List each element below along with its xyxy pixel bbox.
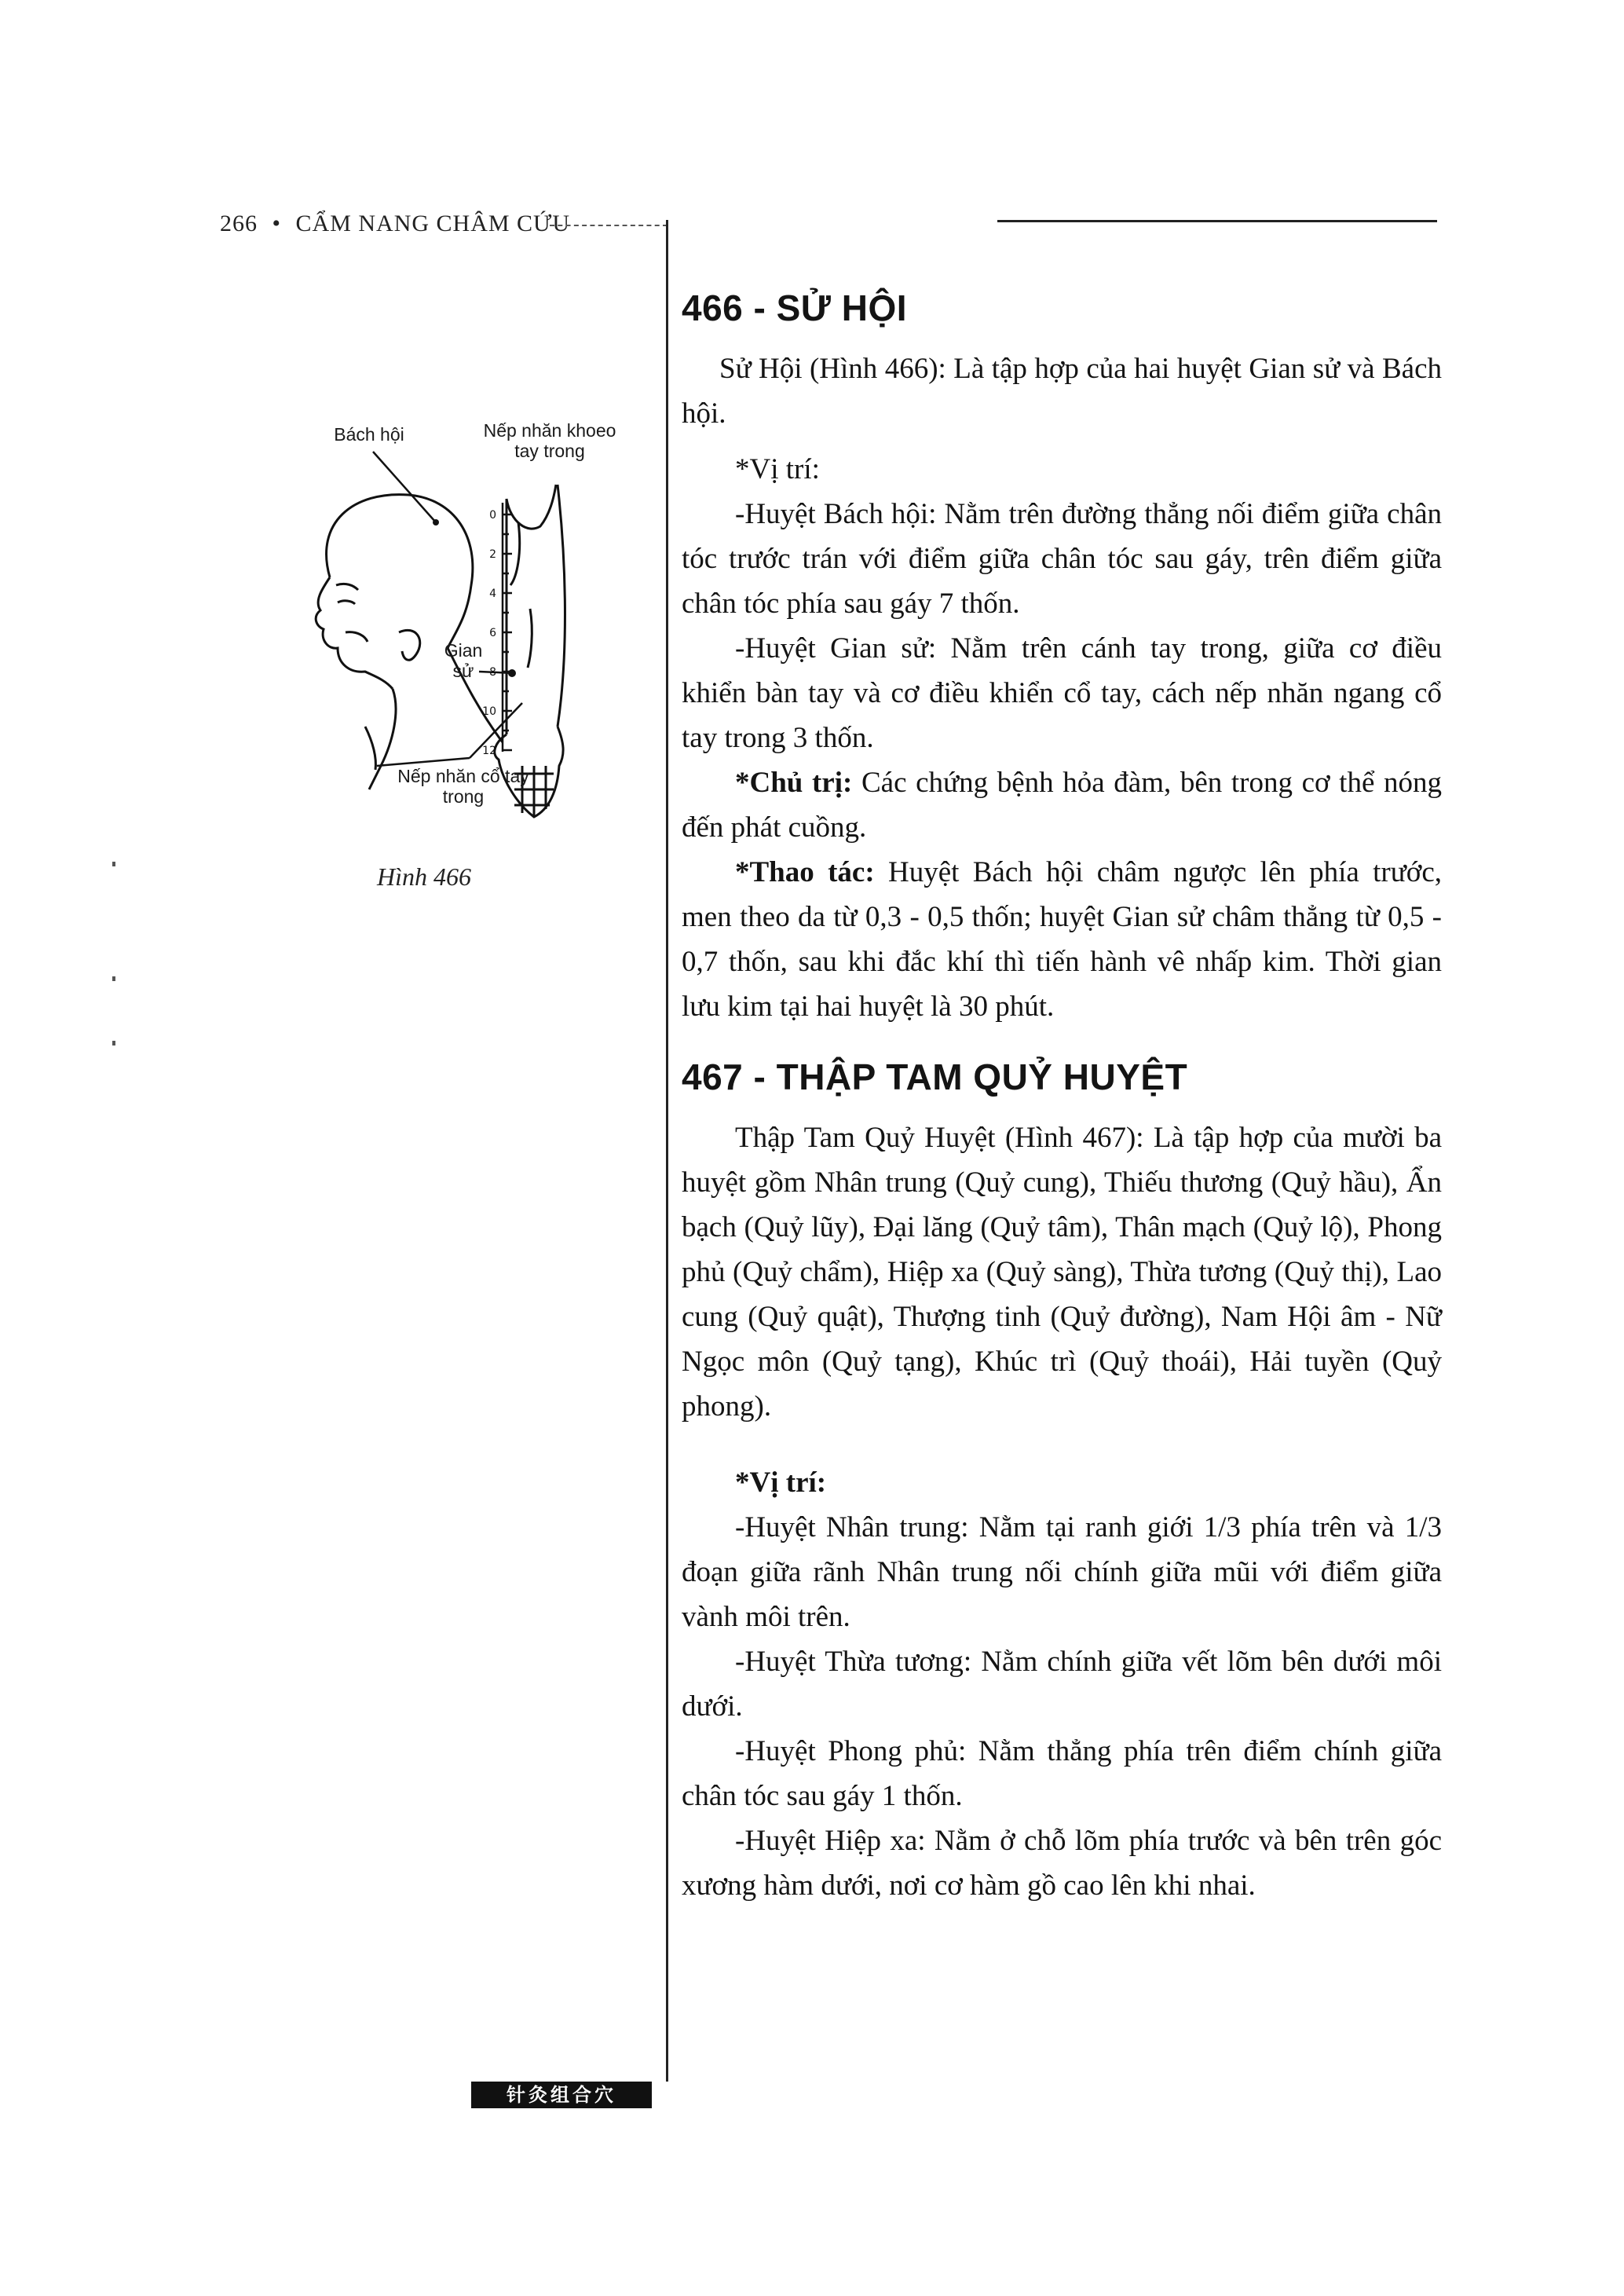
text-column bbox=[682, 287, 1442, 1908]
thao-tac-466 bbox=[682, 850, 1442, 1029]
running-title: CẨM NANG CHÂM CỨU bbox=[295, 211, 570, 236]
footer-stamp: 针灸组合穴 bbox=[471, 2082, 652, 2108]
column-divider bbox=[666, 220, 668, 2082]
tick-4: 4 bbox=[489, 588, 496, 600]
header-rule-right bbox=[997, 220, 1437, 222]
tick-12: 12 bbox=[482, 745, 496, 757]
scan-speck bbox=[112, 976, 115, 981]
vi-tri-467-phong-phu: -Huyệt Phong phủ: Nằm thẳng phía trên điểm chính giữa chân tóc sau gáy 1 thốn. bbox=[682, 1735, 1442, 1812]
figure-caption: Hình 466 bbox=[377, 862, 471, 891]
tick-2: 2 bbox=[489, 548, 496, 561]
bach-hoi-point bbox=[433, 519, 439, 525]
header-rule-left bbox=[550, 225, 668, 226]
page-number: 266 bbox=[220, 211, 258, 236]
tick-8: 8 bbox=[489, 666, 496, 679]
intro-467: Thập Tam Quỷ Huyệt (Hình 467): Là tập hợp của mười ba huyệt gồm Nhân trung (Quỷ cung), Thiếu thương (Quỷ hầu), Ẩn bạch (Quỷ lũy), Đại lăng (Quỷ tâm), Thân mạch (Quỷ lộ), Phong phủ (Quỷ chẩm), Hiệp xa (Quỷ sàng), Thừa tương (Quỷ thị), Lao cung (Quỷ quật), Thượng tinh (Quỷ đường), Nam Hội âm - Nữ Ngọc môn (Quỷ tạng), Khúc trì (Quỷ thoái), Hải tuyền (Quỷ phong). bbox=[682, 1122, 1442, 1423]
header-bullet: • bbox=[272, 211, 282, 236]
chu-tri-label: *Chủ trị: bbox=[735, 767, 853, 799]
vi-tri-label-466: *Vị trí: bbox=[735, 453, 820, 485]
tick-6: 6 bbox=[489, 627, 496, 639]
scan-speck bbox=[112, 1041, 115, 1045]
vi-tri-466-gian-su: -Huyệt Gian sử: Nằm trên cánh tay trong, giữa cơ điều khiển bàn tay và cơ điều khiển cổ tay, cách nếp nhăn ngang cổ tay trong 3 thốn. bbox=[682, 632, 1442, 754]
intro-466: Sử Hội (Hình 466): Là tập hợp của hai huyệt Gian sử và Bách hội. bbox=[682, 353, 1442, 430]
vi-tri-467-nhan-trung: -Huyệt Nhân trung: Nằm tại ranh giới 1/3 phía trên và 1/3 đoạn giữa rãnh Nhân trung nối chính giữa mũi với điểm giữa vành môi trên. bbox=[682, 1511, 1442, 1633]
thao-tac-label: *Thao tác: bbox=[735, 856, 875, 888]
chu-tri-text: Các chứng bệnh hỏa đàm, bên trong cơ thể nóng đến phát cuồng. bbox=[682, 767, 1443, 844]
tick-0: 0 bbox=[489, 509, 496, 522]
heading-467: 467 - THẬP TAM QUỶ HUYỆT bbox=[682, 1056, 1188, 1097]
scale-tick-labels bbox=[482, 509, 496, 757]
chu-tri-466 bbox=[682, 760, 1442, 850]
label-nep-nhan-khoeo: Nếp nhăn khoeo tay trong bbox=[483, 420, 616, 462]
running-header bbox=[220, 211, 570, 237]
label-gian-su: Gian sử bbox=[444, 640, 483, 682]
label-nep-nhan-co: Nếp nhăn cổ tay trong bbox=[397, 766, 529, 807]
vi-tri-466-bach-hoi: -Huyệt Bách hội: Nằm trên đường thẳng nối điểm giữa chân tóc trước trán với điểm giữa chân tóc sau gáy, trên điểm giữa chân tóc phía sau gáy 7 thốn. bbox=[682, 498, 1442, 620]
tick-10: 10 bbox=[482, 705, 496, 718]
vi-tri-467-thua-tuong: -Huyệt Thừa tương: Nằm chính giữa vết lõm bên dưới môi dưới. bbox=[682, 1646, 1442, 1723]
vi-tri-label-467: *Vị trí: bbox=[735, 1467, 827, 1499]
label-bach-hoi: Bách hội bbox=[334, 424, 404, 445]
heading-466: 466 - SỬ HỘI bbox=[682, 287, 908, 328]
thao-tac-text: Huyệt Bách hội châm ngược lên phía trước, men theo da từ 0,3 - 0,5 thốn; huyệt Gian sử châm thẳng từ 0,5 - 0,7 thốn, sau khi đắc khí thì tiến hành vê nhấp kim. Thời gian lưu kim tại hai huyệt là 30 phút. bbox=[682, 856, 1442, 1023]
scan-speck bbox=[112, 862, 115, 866]
vi-tri-467-hiep-xa: -Huyệt Hiệp xa: Nằm ở chỗ lõm phía trước và bên trên góc xương hàm dưới, nơi cơ hàm gồ cao lên khi nhai. bbox=[682, 1825, 1442, 1902]
gian-su-point bbox=[508, 669, 516, 677]
figure-466 bbox=[220, 397, 644, 837]
